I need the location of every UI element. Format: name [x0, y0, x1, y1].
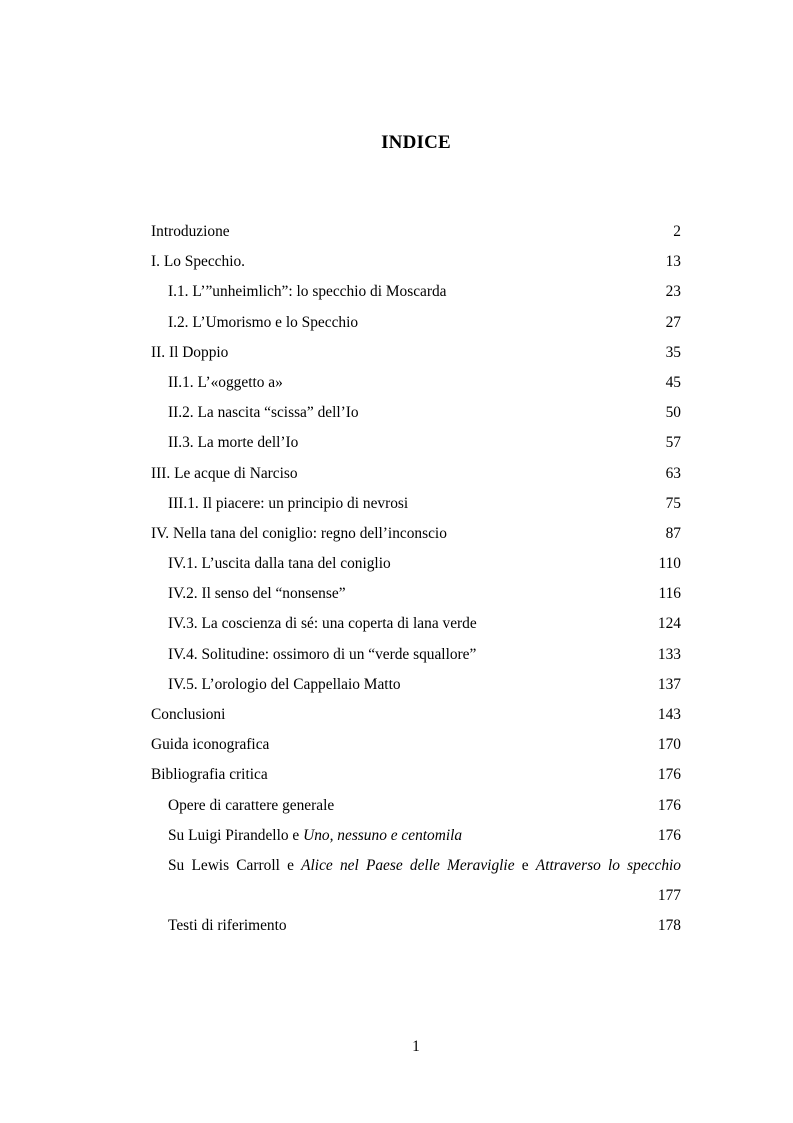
toc-entry-oggetto-a[interactable] — [151, 368, 681, 398]
toc-entry-label: IV.5. L’orologio del Cappellaio Matto — [168, 675, 401, 693]
toc-entry-label: Introduzione — [151, 223, 230, 240]
toc-entry-page: 2 — [673, 223, 681, 240]
toc-entry-solitudine[interactable] — [151, 640, 681, 670]
toc-entry-label: II. Il Doppio — [151, 343, 229, 361]
toc-entry-uscita-tana[interactable] — [151, 549, 681, 579]
toc-entry-morte-io[interactable] — [151, 428, 681, 458]
toc-entry-page: 178 — [657, 917, 681, 935]
toc-entry-page: 170 — [657, 736, 681, 754]
toc-entry-page: 63 — [665, 464, 681, 482]
toc-entry-label: Testi di riferimento — [168, 917, 287, 935]
toc-entry-label: IV. Nella tana del coniglio: regno dell’inconscio — [151, 524, 447, 542]
toc-entry-coscienza[interactable] — [151, 609, 681, 639]
toc-entry-page: 110 — [658, 555, 681, 573]
toc-entry-unheimlich[interactable] — [151, 277, 681, 307]
toc-entry-page: 75 — [665, 494, 681, 512]
toc-entry-label: Guida iconografica — [151, 736, 270, 754]
toc-entry-page: 137 — [657, 675, 681, 693]
toc-entry-page: 87 — [665, 524, 681, 542]
toc-entry-label: II.2. La nascita “scissa” dell’Io — [168, 404, 359, 422]
toc-entry-page: 13 — [665, 253, 681, 271]
toc-entry-page: 27 — [665, 313, 681, 331]
toc-entry-page: 176 — [657, 796, 681, 814]
page-number: 1 — [412, 1038, 420, 1055]
toc-entry-lo-specchio[interactable] — [151, 247, 681, 277]
toc-entry-umorismo[interactable] — [151, 308, 681, 338]
toc-entry-label: Conclusioni — [151, 706, 226, 723]
toc-entry-piacere[interactable] — [151, 489, 681, 519]
toc-entry-page: 116 — [658, 585, 681, 603]
toc-entry-label: Su Luigi Pirandello e Uno, nessuno e centomila — [168, 826, 463, 844]
toc-entry-il-doppio[interactable] — [151, 338, 681, 368]
toc-entry-label: III. Le acque di Narciso — [151, 464, 298, 482]
toc-entry-page: 177 — [657, 887, 681, 905]
toc-entry-guida-iconografica[interactable] — [151, 730, 681, 760]
toc-entry-pirandello[interactable] — [151, 821, 681, 851]
toc-entry-introduzione[interactable] — [151, 217, 681, 247]
toc-entry-conclusioni[interactable] — [151, 700, 681, 730]
toc-entry-page: 176 — [657, 766, 681, 784]
toc-entry-acque-narciso[interactable] — [151, 459, 681, 489]
toc-entry-label: I. Lo Specchio. — [151, 253, 246, 271]
toc-entry-label: Opere di carattere generale — [168, 796, 335, 814]
toc-entry-page: 23 — [665, 283, 681, 301]
toc-entry-page: 176 — [657, 826, 681, 844]
toc-entry-page: 45 — [665, 373, 681, 391]
toc-entry-label: IV.1. L’uscita dalla tana del coniglio — [168, 555, 391, 573]
toc-entry-carroll-title[interactable]: Su Lewis Carroll e Alice nel Paese delle Meraviglie e Attraverso lo specchio — [168, 856, 681, 874]
toc-entry-page: 50 — [665, 404, 681, 422]
toc-entry-page: 57 — [665, 434, 681, 452]
toc-entry-page: 124 — [657, 615, 681, 633]
toc-entry-label: II.1. L’«oggetto a» — [168, 373, 283, 391]
toc-entry-label: IV.4. Solitudine: ossimoro di un “verde squallore” — [168, 645, 477, 663]
toc-entry-tana-coniglio[interactable] — [151, 519, 681, 549]
page-title: INDICE — [381, 132, 451, 153]
table-of-contents — [151, 217, 681, 942]
toc-entry-page: 35 — [665, 343, 681, 361]
toc-entry-label: I.1. L’”unheimlich”: lo specchio di Moscarda — [168, 283, 447, 301]
toc-entry-label: IV.2. Il senso del “nonsense” — [168, 585, 346, 603]
toc-entry-label: I.2. L’Umorismo e lo Specchio — [168, 313, 359, 331]
toc-entry-label: IV.3. La coscienza di sé: una coperta di lana verde — [168, 615, 477, 633]
toc-entry-carroll-page[interactable] — [151, 881, 681, 911]
toc-entry-page: 133 — [657, 645, 681, 663]
toc-entry-orologio[interactable] — [151, 670, 681, 700]
toc-entry-senso-nonsense[interactable] — [151, 579, 681, 609]
toc-entry-page: 143 — [657, 706, 681, 723]
toc-entry-testi-riferimento[interactable] — [151, 911, 681, 941]
toc-entry-label: Bibliografia critica — [151, 766, 268, 784]
toc-entry-bibliografia[interactable] — [151, 760, 681, 790]
toc-entry-label: II.3. La morte dell’Io — [168, 434, 299, 452]
toc-entry-nascita-scissa[interactable] — [151, 398, 681, 428]
toc-entry-opere-generale[interactable] — [151, 791, 681, 821]
toc-entry-label: III.1. Il piacere: un principio di nevrosi — [168, 494, 409, 512]
